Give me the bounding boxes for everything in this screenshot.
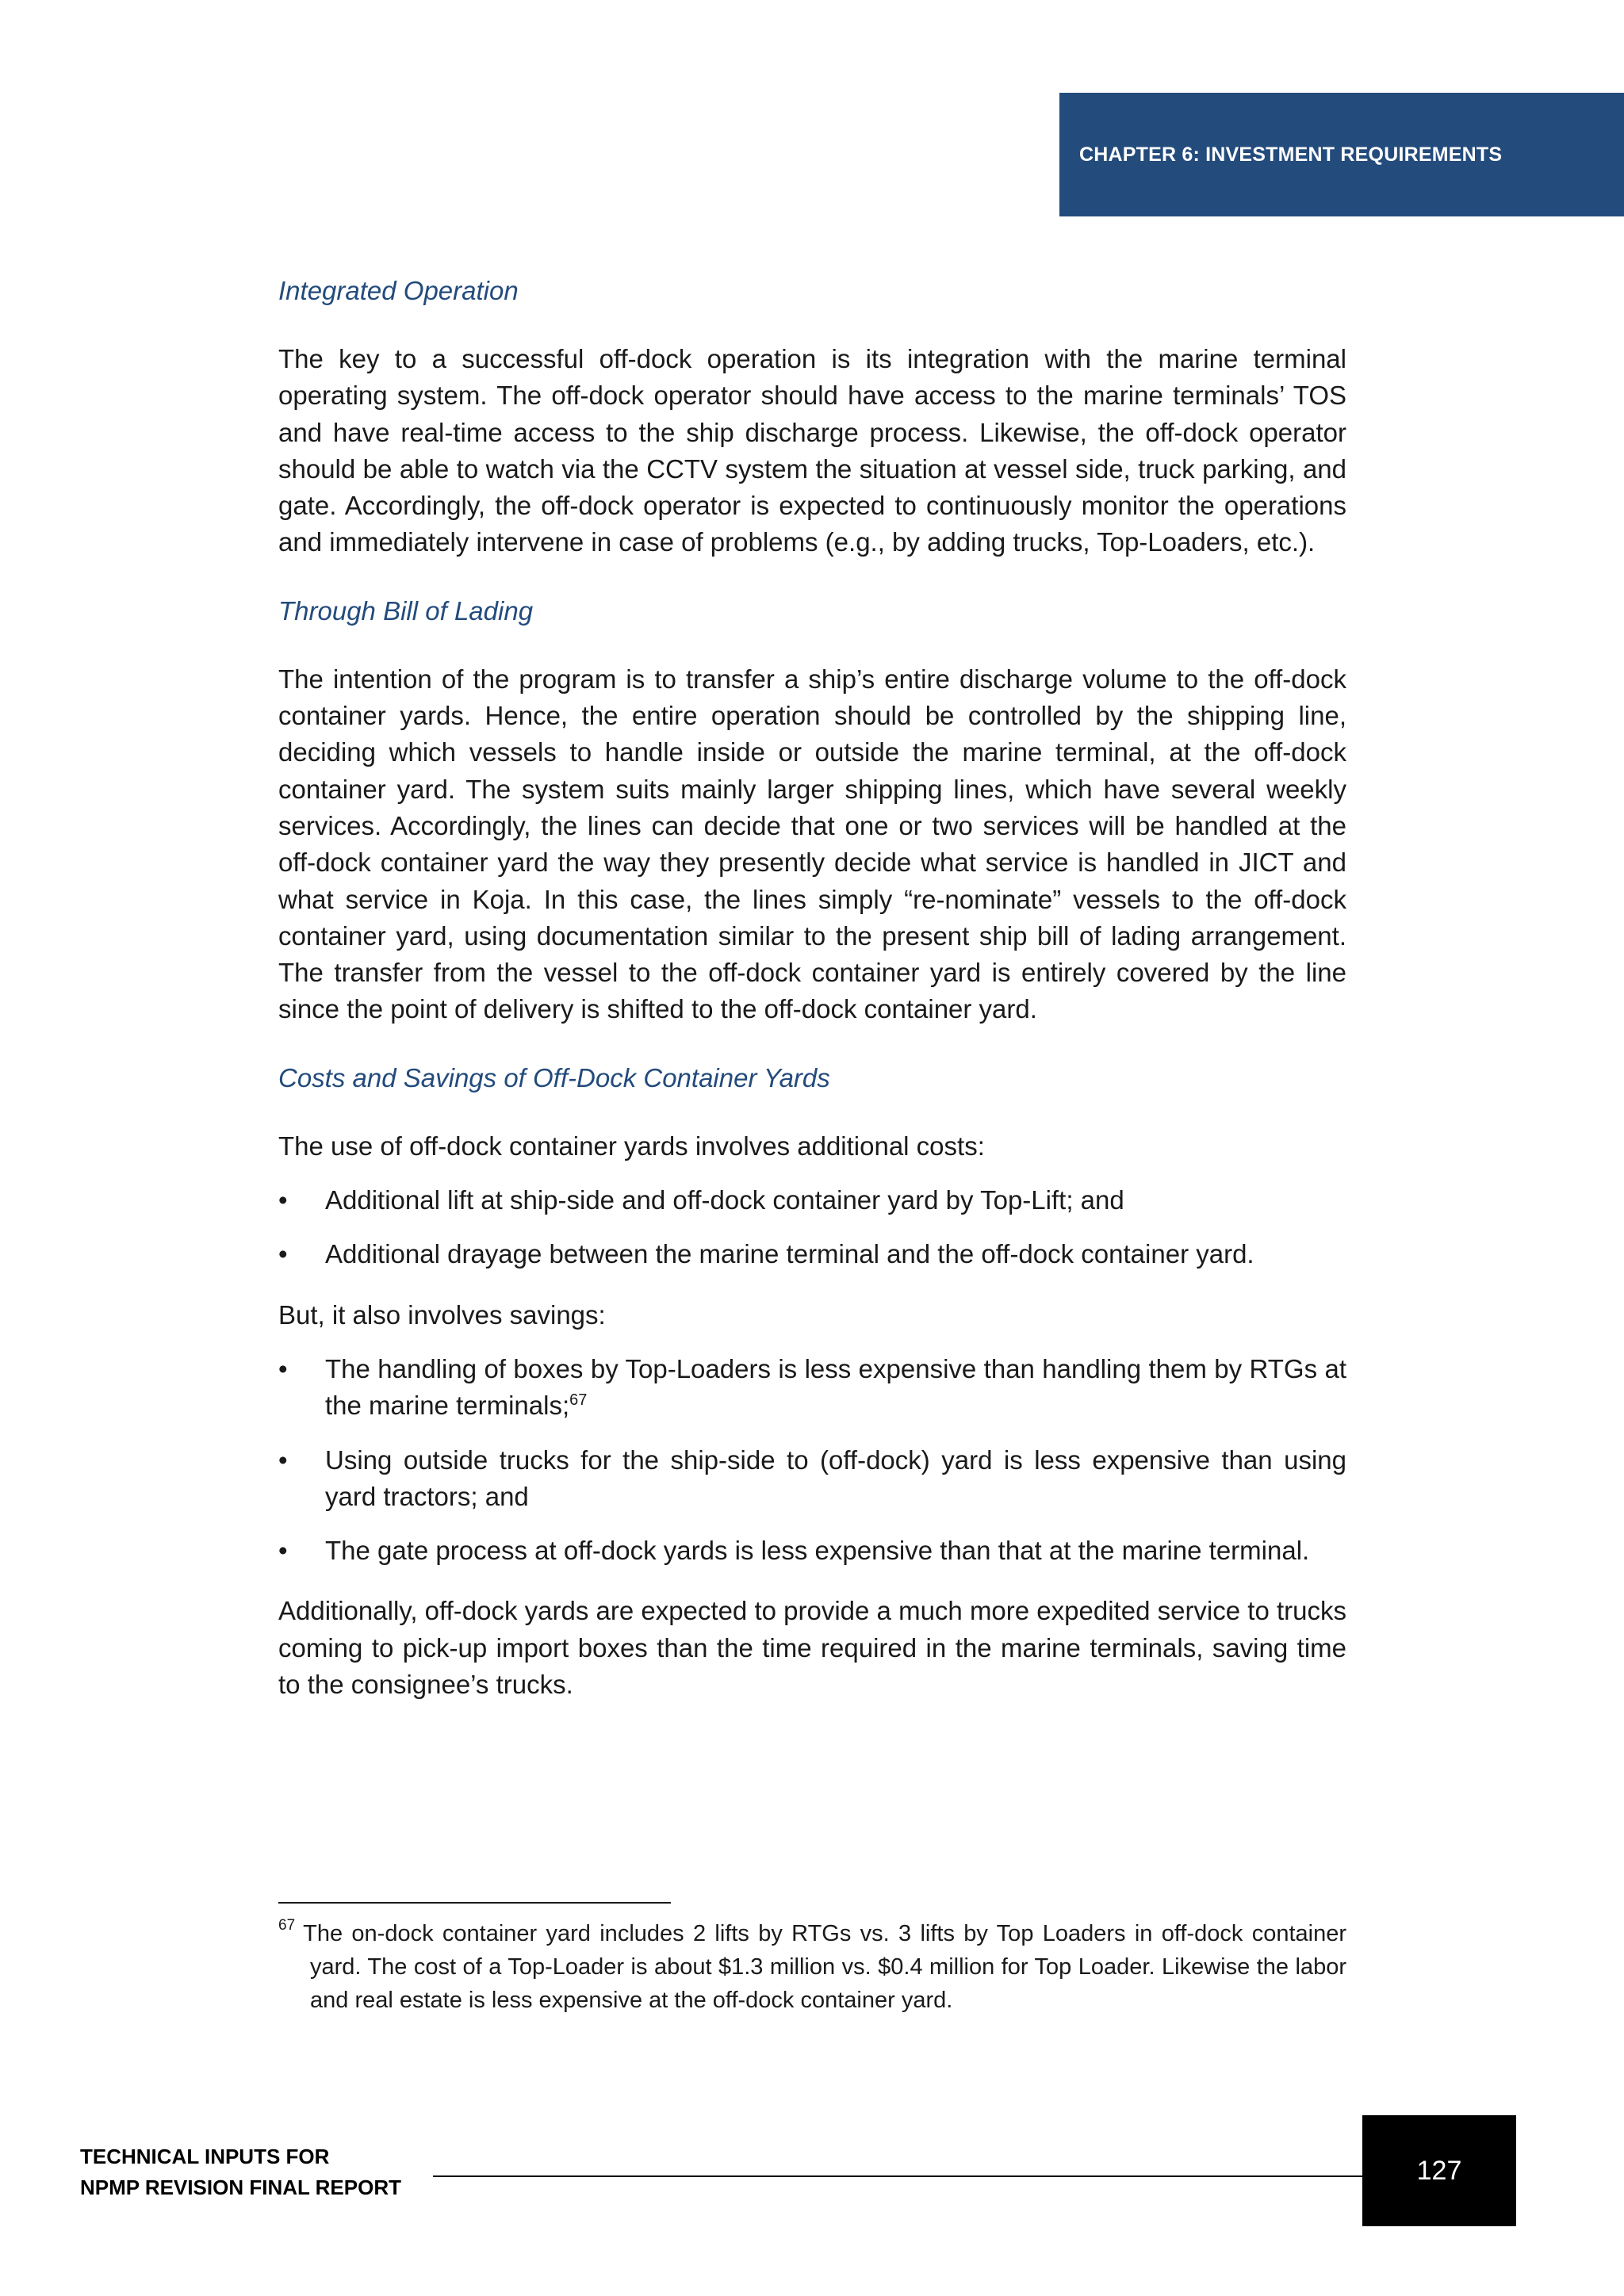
closing-paragraph: Additionally, off-dock yards are expected to provide a much more expedited service to trucks coming to pick-up import boxes than the time required in the marine terminals, saving time to the consignee’s trucks. bbox=[278, 1596, 1346, 1700]
list-item bbox=[278, 1182, 1346, 1219]
bullet-icon: • bbox=[278, 1353, 288, 1383]
footer-report-title bbox=[80, 2141, 401, 2203]
footnote-divider bbox=[278, 1902, 671, 1904]
page-number: 127 bbox=[1416, 2155, 1462, 2186]
bullet-icon: • bbox=[278, 1445, 288, 1475]
section-heading-costs-and-savings: Costs and Savings of Off-Dock Container Yards bbox=[278, 1062, 830, 1093]
list-item bbox=[278, 1442, 1346, 1516]
list-item bbox=[278, 1533, 1346, 1569]
list-item bbox=[278, 1236, 1346, 1272]
list-item-text: The gate process at off-dock yards is less expensive than that at the marine terminal. bbox=[325, 1536, 1310, 1566]
costs-intro: The use of off-dock container yards involves additional costs: bbox=[278, 1131, 985, 1161]
bullet-icon: • bbox=[278, 1239, 288, 1269]
page-body bbox=[278, 273, 1346, 1735]
footnote-67 bbox=[278, 1917, 1346, 2017]
footer-line-1: TECHNICAL INPUTS FOR bbox=[80, 2145, 330, 2168]
savings-intro: But, it also involves savings: bbox=[278, 1299, 606, 1330]
chapter-header-band bbox=[1059, 93, 1624, 216]
savings-list bbox=[278, 1351, 1346, 1569]
list-item-text: The handling of boxes by Top-Loaders is less expensive than handling them by RTGs at the marine terminals; bbox=[325, 1353, 1346, 1421]
bullet-icon: • bbox=[278, 1185, 288, 1215]
footnote-number: 67 bbox=[278, 1917, 296, 1934]
list-item-text: Using outside trucks for the ship-side to (off-dock) yard is less expensive than using yard tractors; and bbox=[325, 1445, 1346, 1511]
paragraph-integrated-operation: The key to a successful off-dock operation is its integration with the marine terminal operating system. The off-dock operator should have access to the marine terminals’ TOS and have real-time access to the ship discharge process. Likewise, the off-dock operator should be able to watch via the CCTV system the situation at vessel side, truck parking, and gate. Accordingly, the off-dock operator is expected to continuously monitor the operations and immediately intervene in case of problems (e.g., by adding trucks, Top-Loaders, etc.). bbox=[278, 344, 1346, 557]
list-item-text: Additional lift at ship-side and off-dock container yard by Top-Lift; and bbox=[325, 1185, 1124, 1215]
costs-list bbox=[278, 1182, 1346, 1273]
list-item bbox=[278, 1351, 1346, 1425]
footer-line-2: NPMP REVISION FINAL REPORT bbox=[80, 2175, 401, 2199]
bullet-icon: • bbox=[278, 1536, 288, 1566]
footnote-reference[interactable]: 67 bbox=[569, 1391, 588, 1410]
section-heading-integrated-operation: Integrated Operation bbox=[278, 276, 519, 305]
section-heading-through-bill-of-lading: Through Bill of Lading bbox=[278, 595, 534, 626]
chapter-title: CHAPTER 6: INVESTMENT REQUIREMENTS bbox=[1079, 143, 1503, 166]
page-number-box bbox=[1362, 2115, 1516, 2226]
footnote-text: The on-dock container yard includes 2 lifts by RTGs vs. 3 lifts by Top Loaders in off-dock container yard. The cost of a Top-Loader is about $1.3 million vs. $0.4 million for Top Loader. Likewise the labor and real estate is less expensive at the off-dock container yard. bbox=[303, 1921, 1346, 2013]
footer-divider bbox=[433, 2175, 1362, 2177]
list-item-text: Additional drayage between the marine terminal and the off-dock container yard. bbox=[325, 1239, 1254, 1269]
paragraph-through-bill-of-lading: The intention of the program is to transfer a ship’s entire discharge volume to the off-dock container yards. Hence, the entire operation should be controlled by the shipping line, deciding which vessels to handle inside or outside the marine terminal, at the off-dock container yard. The system suits mainly larger shipping lines, which have several weekly services. Accordingly, the lines can decide that one or two services will be handled at the off-dock container yard the way they presently decide what service is handled in JICT and what service in Koja. In this case, the lines simply “re-nominate” vessels to the off-dock container yard, using documentation similar to the present ship bill of lading arrangement. The transfer from the vessel to the off-dock container yard is entirely covered by the line since the point of delivery is shifted to the off-dock container yard. bbox=[278, 664, 1346, 1024]
